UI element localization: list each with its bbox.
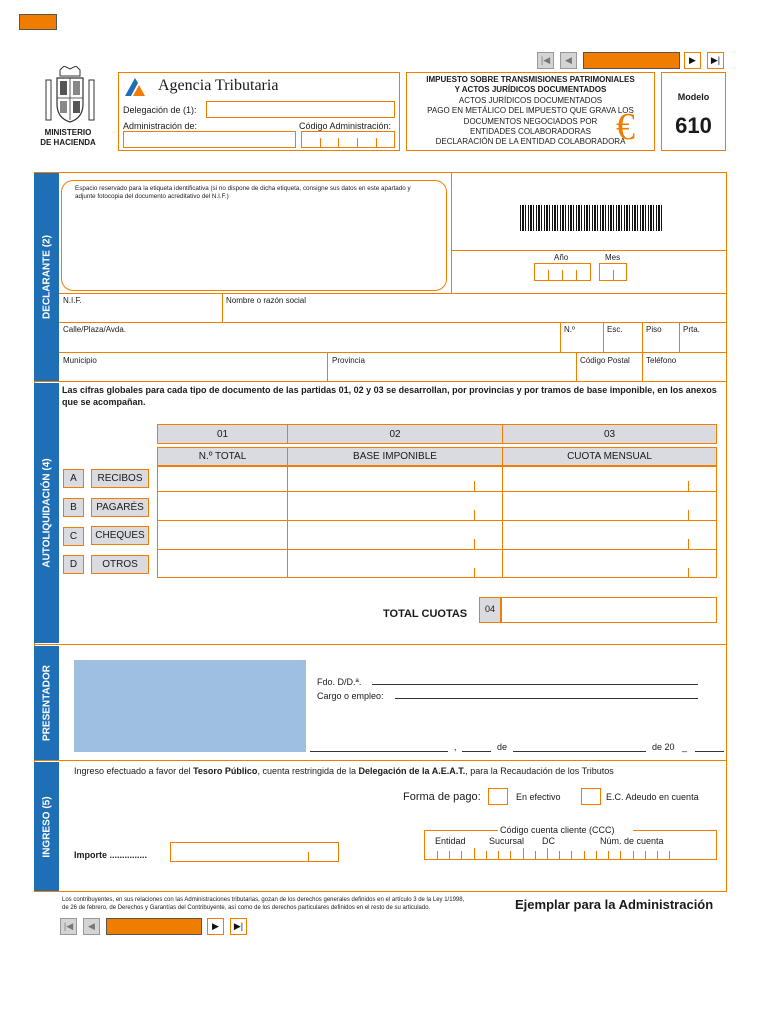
num-cuenta-label: Núm. de cuenta (600, 836, 664, 846)
delegacion-field[interactable] (206, 101, 395, 118)
bottom-page-field[interactable] (106, 918, 202, 935)
nif-label: N.I.F. (63, 296, 82, 305)
anio-label: Año (554, 253, 569, 262)
ccc-label: Código cuenta cliente (CCC) (500, 825, 615, 835)
row-letter-b: B (63, 498, 84, 517)
agency-logo-icon (123, 76, 151, 98)
next-page-icon: ▶ (689, 55, 696, 65)
cp-label: Código Postal (580, 356, 630, 365)
prev-page-icon: ◀ (565, 55, 572, 65)
euro-icon: € (616, 106, 635, 148)
telefono-label: Teléfono (646, 356, 677, 365)
cell-d-base[interactable] (288, 550, 502, 578)
col-number-03: 03 (502, 424, 717, 444)
page-field[interactable] (583, 52, 680, 69)
signature-box[interactable] (74, 660, 306, 752)
fdo-label: Fdo. D/D.ª. (317, 677, 362, 687)
cell-d-total[interactable] (158, 550, 287, 578)
modelo-box (661, 72, 726, 151)
cargo-label: Cargo o empleo: (317, 691, 384, 701)
prev-page-button (560, 52, 577, 69)
next-page-icon: ▶ (212, 921, 219, 931)
col-header-cuota: CUOTA MENSUAL (502, 447, 717, 466)
total-cuotas-field[interactable] (501, 597, 717, 623)
administracion-field[interactable] (123, 131, 296, 148)
label-note: Espacio reservado para la etiqueta identificativa (si no dispone de dicha etiqueta, consigne sus datos en este apartado y adjunte fotocopia del documento acreditativo del N.I.F.) (75, 185, 411, 200)
bottom-next-page-button[interactable] (207, 918, 224, 935)
title-text: IMPUESTO SOBRE TRANSMISIONES PATRIMONIALES Y ACTOS JURÍDICOS DOCUMENTADOS ACTOS JURÍDICOS DOCUMENTADOS PAGO EN METÁLICO DEL IMPUESTO QUE GRAVA LOS DOCUMENTOS NEGOCIADOS POR ENTIDADES COLABORADORAS DECLARACIÓN DE LA ENTIDAD COLABORADORA (426, 75, 635, 147)
forma-pago-label: Forma de pago: (403, 791, 481, 803)
row-letter-d: D (63, 555, 84, 574)
importe-field[interactable] (170, 842, 339, 862)
codigo-admin-field[interactable] (301, 131, 395, 148)
date-de2: de 20 (652, 742, 675, 752)
month-line[interactable] (513, 751, 646, 752)
sucursal-label: Sucursal (489, 836, 525, 846)
entidad-label: Entidad (435, 836, 466, 846)
cell-b-cuota[interactable] (503, 492, 716, 520)
row-letter-a: A (63, 469, 84, 488)
nombre-label: Nombre o razón social (226, 296, 307, 305)
date-sep: , (454, 742, 457, 752)
mes-label: Mes (605, 253, 621, 262)
sidebar-presentador: PRESENTADOR (34, 646, 59, 760)
municipio-label: Municipio (63, 356, 97, 365)
coat-of-arms-icon (42, 66, 98, 128)
delegacion-label: Delegación de (1): (123, 105, 197, 115)
bottom-prev-page-button (83, 918, 100, 935)
last-page-button[interactable] (707, 52, 724, 69)
date-end: _ (682, 742, 688, 752)
provincia-label: Provincia (332, 356, 365, 365)
prta-label: Prta. (683, 325, 700, 334)
cell-c-base[interactable] (288, 521, 502, 549)
administracion-label: Administración de: (123, 121, 198, 131)
top-tab[interactable] (19, 14, 57, 30)
col-header-total: N.º TOTAL (157, 447, 288, 466)
barcode (520, 205, 662, 231)
modelo-number: 610 (675, 113, 712, 138)
col-number-01: 01 (157, 424, 288, 444)
first-page-icon: |◀ (63, 921, 74, 931)
adeudo-label: E.C. Adeudo en cuenta (606, 792, 699, 802)
day-line[interactable] (462, 751, 491, 752)
bottom-first-page-button (60, 918, 77, 935)
row-label-pagares: PAGARÉS (91, 498, 149, 517)
modelo-label: Modelo (677, 92, 710, 102)
sidebar-declarante: DECLARANTE (2) (34, 173, 59, 381)
codigo-admin-label: Código Administración: (299, 121, 392, 131)
cell-a-total[interactable] (158, 467, 287, 491)
cell-a-base[interactable] (288, 467, 502, 491)
cell-c-total[interactable] (158, 521, 287, 549)
next-page-button[interactable] (684, 52, 701, 69)
sidebar-autoliquidacion: AUTOLIQUIDACIÓN (4) (34, 383, 59, 643)
year-line[interactable] (695, 751, 724, 752)
cell-c-cuota[interactable] (503, 521, 716, 549)
cell-a-cuota[interactable] (503, 467, 716, 491)
cell-b-base[interactable] (288, 492, 502, 520)
row-label-otros: OTROS (91, 555, 149, 574)
first-page-icon: |◀ (540, 55, 551, 65)
prev-page-icon: ◀ (88, 921, 95, 931)
adeudo-checkbox[interactable] (581, 788, 601, 805)
place-line[interactable] (310, 751, 448, 752)
agency-name: Agencia Tributaria (158, 77, 279, 94)
total-cuotas-label: TOTAL CUOTAS (383, 608, 468, 620)
total-code: 04 (479, 597, 501, 623)
last-page-icon: ▶| (233, 921, 244, 931)
col-number-02: 02 (287, 424, 503, 444)
row-label-recibos: RECIBOS (91, 469, 149, 488)
row-letter-c: C (63, 527, 84, 546)
efectivo-checkbox[interactable] (488, 788, 508, 805)
ministry-name: MINISTERIO DE HACIENDA (40, 128, 96, 147)
efectivo-label: En efectivo (516, 792, 561, 802)
calle-label: Calle/Plaza/Avda. (63, 325, 126, 334)
ejemplar-label: Ejemplar para la Administración (515, 897, 714, 912)
col-header-base: BASE IMPONIBLE (287, 447, 503, 466)
piso-label: Piso (646, 325, 662, 334)
last-page-icon: ▶| (710, 55, 721, 65)
cargo-line[interactable] (395, 698, 698, 699)
date-de1: de (497, 742, 508, 752)
cell-b-total[interactable] (158, 492, 287, 520)
dc-label: DC (542, 836, 555, 846)
row-label-cheques: CHEQUES (91, 526, 149, 545)
esc-label: Esc. (607, 325, 623, 334)
autoliquidacion-intro: Las cifras globales para cada tipo de documento de las partidas 01, 02 y 03 se desarrollan, por provincias y por tramos de base imponible, en los anexos que se acompañan. (62, 385, 717, 407)
importe-label: Importe ............... (74, 850, 148, 860)
fdo-line[interactable] (372, 684, 698, 685)
bottom-last-page-button[interactable] (230, 918, 247, 935)
sidebar-ingreso: INGRESO (5) (34, 762, 59, 891)
first-page-button (537, 52, 554, 69)
ingreso-text: Ingreso efectuado a favor del Tesoro Público, cuenta restringida de la Delegación de la A.E.A.T., para la Recaudación de los Tributos (74, 766, 614, 776)
legal-text: Los contribuyentes, en sus relaciones con las Administraciones tributarias, gozan de los derechos generales definidos en el artículo 3 de la Ley 1/1998, de 26 de febrero, de Derechos y Garantías del Contribuyente, así como de los derechos particulares definidos en el resto de su articulado. (62, 897, 465, 911)
numero-label: N.º (564, 325, 575, 334)
cell-d-cuota[interactable] (503, 550, 716, 578)
